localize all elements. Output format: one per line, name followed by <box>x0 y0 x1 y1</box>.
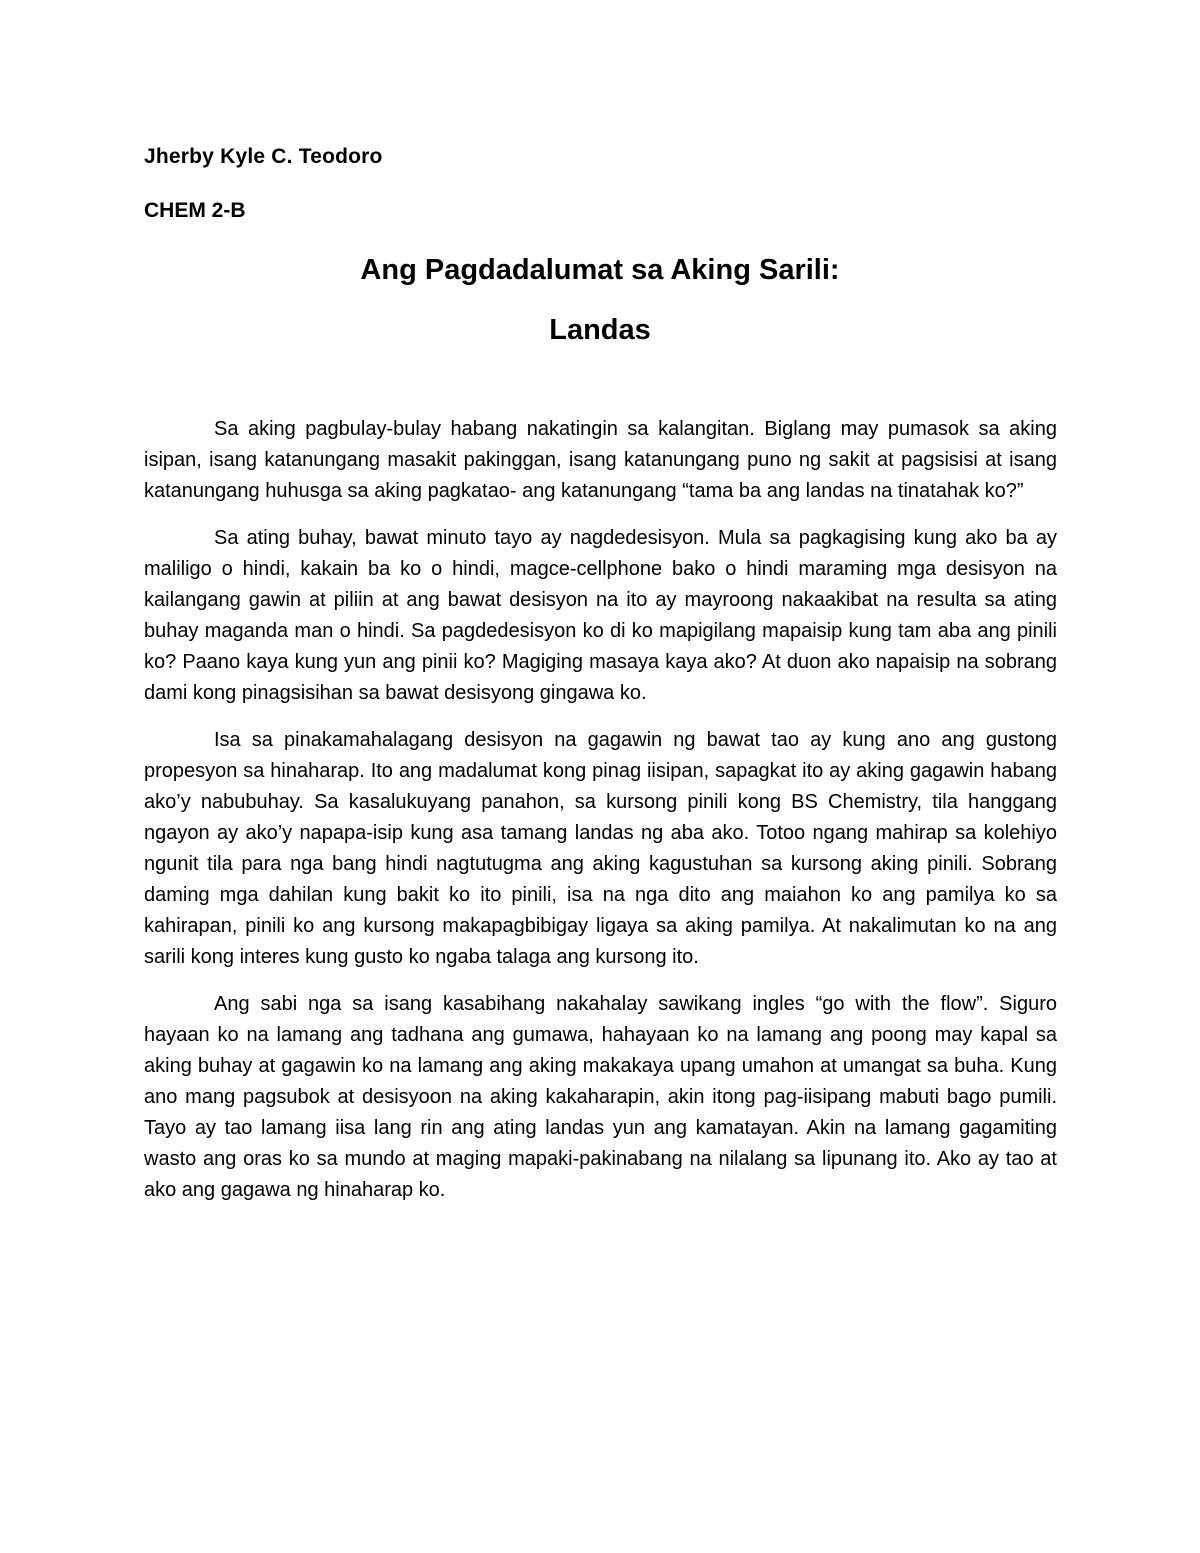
paragraph: Sa aking pagbulay-bulay habang nakatingin sa kalangitan. Biglang may pumasok sa aking isipan, isang katanungang masakit pakinggan, isang katanungang puno ng sakit at pagsisisi at isang katanungang huhusga sa aking pagkatao- ang katanungang “tama ba ang landas na tinatahak ko?” <box>144 418 1057 502</box>
author-name: Jherby Kyle C. Teodoro <box>144 145 383 168</box>
paragraph: Sa ating buhay, bawat minuto tayo ay nagdedesisyon. Mula sa pagkagising kung ako ba ay maliligo o hindi, kakain ba ko o hindi, magce-cellphone bako o hindi maraming mga desisyon na kailangang gawin at piliin at ang bawat desisyon na ito ay mayroong nakaakibat na resulta sa ating buhay maganda man o hindi. Sa pagdedesisyon ko di ko mapigilang mapaisip kung tam aba ang pinili ko? Paano kaya kung yun ang pinii ko? Magiging masaya kaya ako? At duon ako napaisip na sobrang dami kong pinagsisihan sa bawat desisyong gingawa ko. <box>144 527 1057 704</box>
essay-subtitle: Landas <box>549 314 651 346</box>
essay-title: Ang Pagdadalumat sa Aking Sarili: <box>360 254 840 286</box>
paragraph: Ang sabi nga sa isang kasabihang nakahalay sawikang ingles “go with the flow”. Siguro hayaan ko na lamang ang tadhana ang gumawa, hahayaan ko na lamang ang poong may kapal sa aking buhay at gagawin ko na lamang ang aking makakaya upang umahon at umangat sa buha. Kung ano mang pagsubok at desisyoon na aking kakaharapin, akin itong pag-iisipang mabuti bago pumili. Tayo ay tao lamang iisa lang rin ang ating landas yun ang kamatayan. Akin na lamang gagamiting wasto ang oras ko sa mundo at maging mapaki-pakinabang na nilalang sa lipunang ito. Ako ay tao at ako ang gagawa ng hinaharap ko. <box>144 993 1057 1201</box>
paragraph: Isa sa pinakamahalagang desisyon na gagawin ng bawat tao ay kung ano ang gustong propesyon sa hinaharap. Ito ang madalumat kong pinag iisipan, sapagkat ito ay aking gagawin habang ako’y nabubuhay. Sa kasalukuyang panahon, sa kursong pinili kong BS Chemistry, tila hanggang ngayon ay ako’y napapa-isip kung asa tamang landas ng aba ako. Totoo ngang mahirap sa kolehiyo ngunit tila para nga bang hindi nagtutugma ang aking kagustuhan sa kursong aking pinili. Sobrang daming mga dahilan kung bakit ko ito pinili, isa na nga dito ang maiahon ko ang pamilya ko sa kahirapan, pinili ko ang kursong makapagbibigay ligaya sa aking pamilya. At nakalimutan ko na ang sarili kong interes kung gusto ko ngaba talaga ang kursong ito. <box>144 729 1057 968</box>
essay-body <box>144 414 1057 1222</box>
class-section: CHEM 2-B <box>144 199 246 222</box>
